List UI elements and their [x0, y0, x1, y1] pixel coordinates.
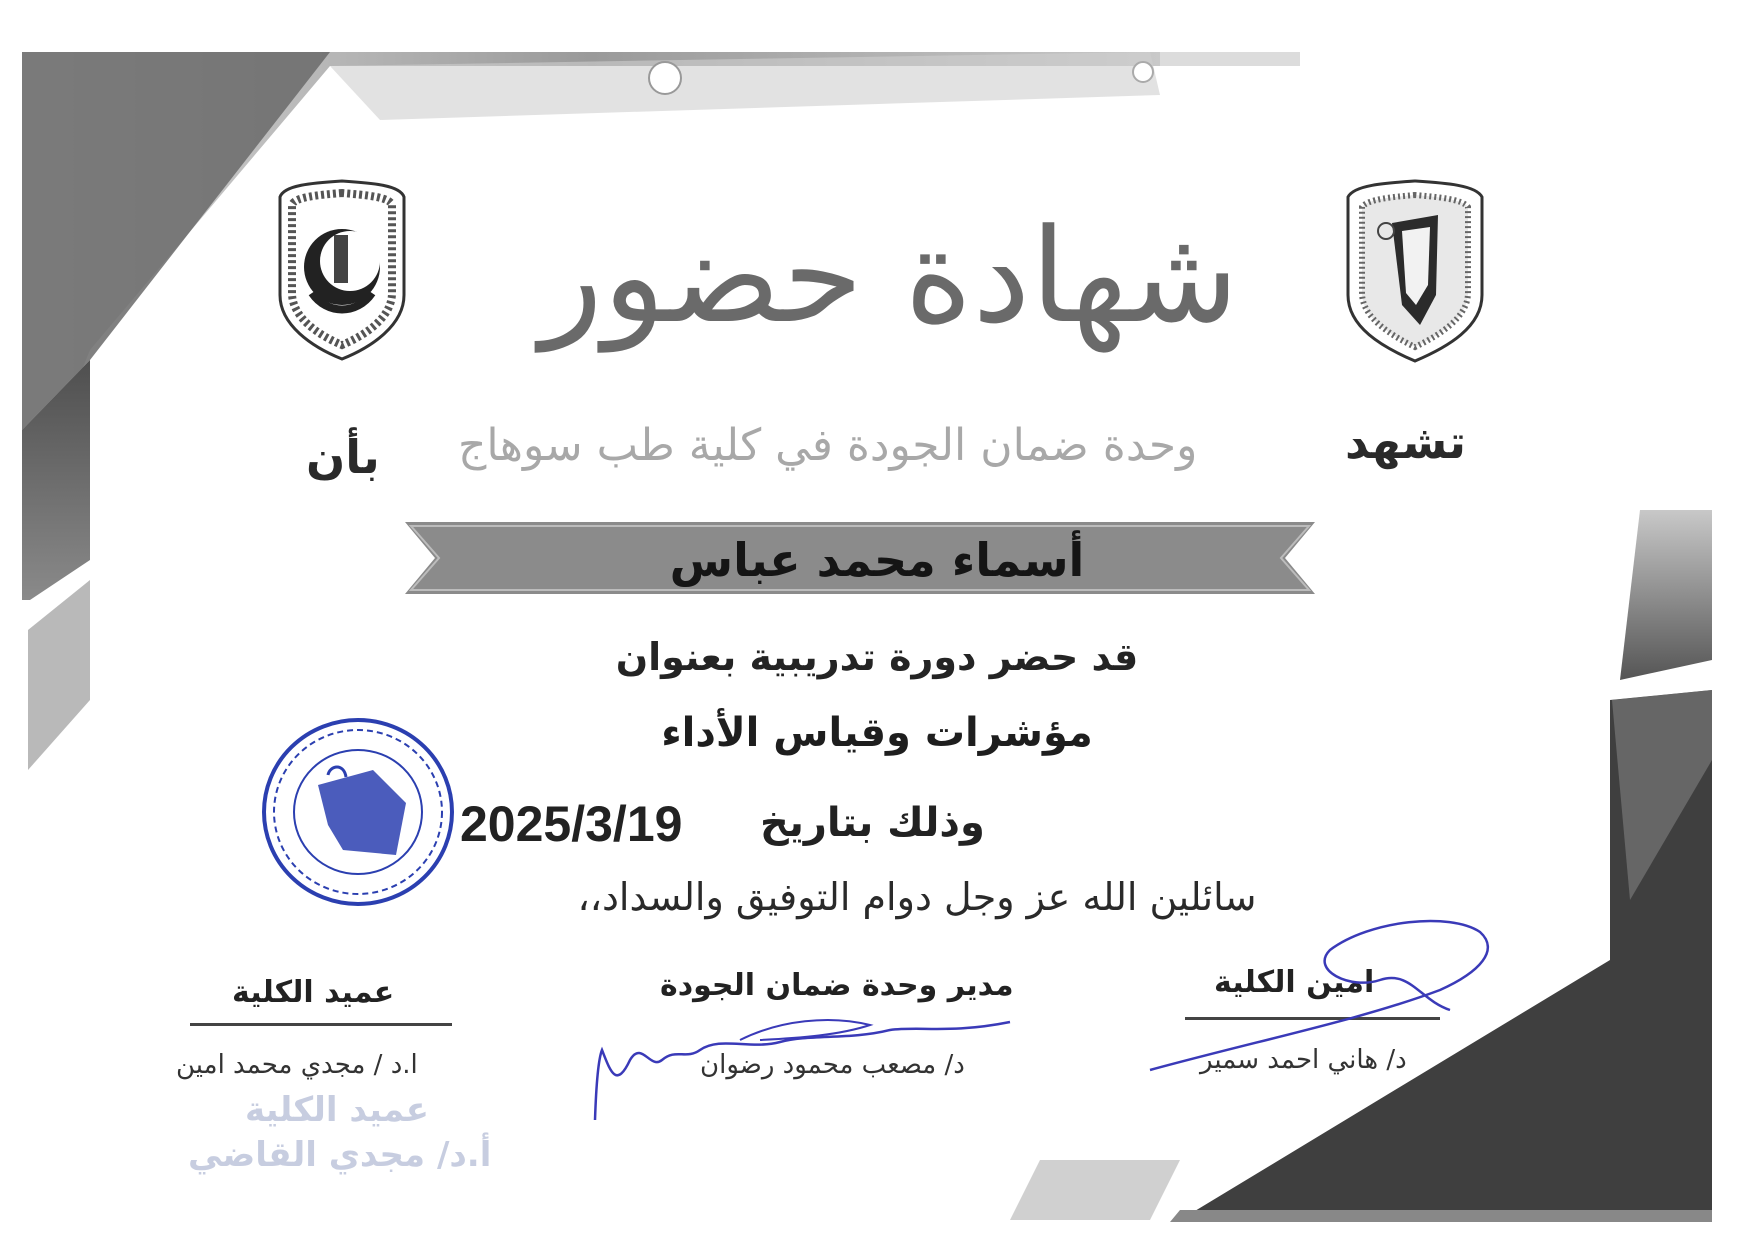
- course-title: مؤشرات وقياس الأداء: [661, 710, 1093, 756]
- quality-director-signature: [590, 1000, 1060, 1130]
- recipient-name: أسماء محمد عباس: [669, 533, 1085, 587]
- date-label: وذلك بتاريخ: [760, 800, 985, 846]
- sohag-university-logo: [1340, 175, 1490, 365]
- official-stamp: [258, 715, 458, 910]
- dean-name: ا.د / مجدي محمد امين: [176, 1050, 418, 1080]
- college-secretary-name: د/ هاني احمد سمير: [1200, 1045, 1407, 1075]
- dean-stamp-line-2: أ.د/ مجدي القاضي: [188, 1135, 492, 1175]
- that-word: بأن: [306, 430, 380, 484]
- college-secretary-title: امين الكلية: [1214, 965, 1375, 1000]
- dean-title: عميد الكلية: [232, 975, 395, 1010]
- dean-signature-line: [190, 1023, 452, 1026]
- bottom-strip-1: [1010, 1160, 1180, 1220]
- date-value: 2025/3/19: [460, 796, 683, 852]
- faculty-of-medicine-logo: [272, 175, 412, 365]
- quality-director-name: د/ مصعب محمود رضوان: [700, 1050, 965, 1080]
- quality-director-title: مدير وحدة ضمان الجودة: [660, 968, 1014, 1003]
- dean-stamp-line-1: عميد الكلية: [245, 1090, 429, 1130]
- college-secretary-signature: [1140, 910, 1510, 1080]
- attendance-statement: قد حضر دورة تدريبية بعنوان: [615, 635, 1139, 679]
- issuing-unit: وحدة ضمان الجودة في كلية طب سوهاج: [458, 420, 1198, 471]
- attest-word: تشهد: [1345, 415, 1467, 469]
- closing-prayer: سائلين الله عز وجل دوام التوفيق والسداد،،: [577, 875, 1257, 919]
- certificate-title: شهادة حضور: [540, 200, 1239, 352]
